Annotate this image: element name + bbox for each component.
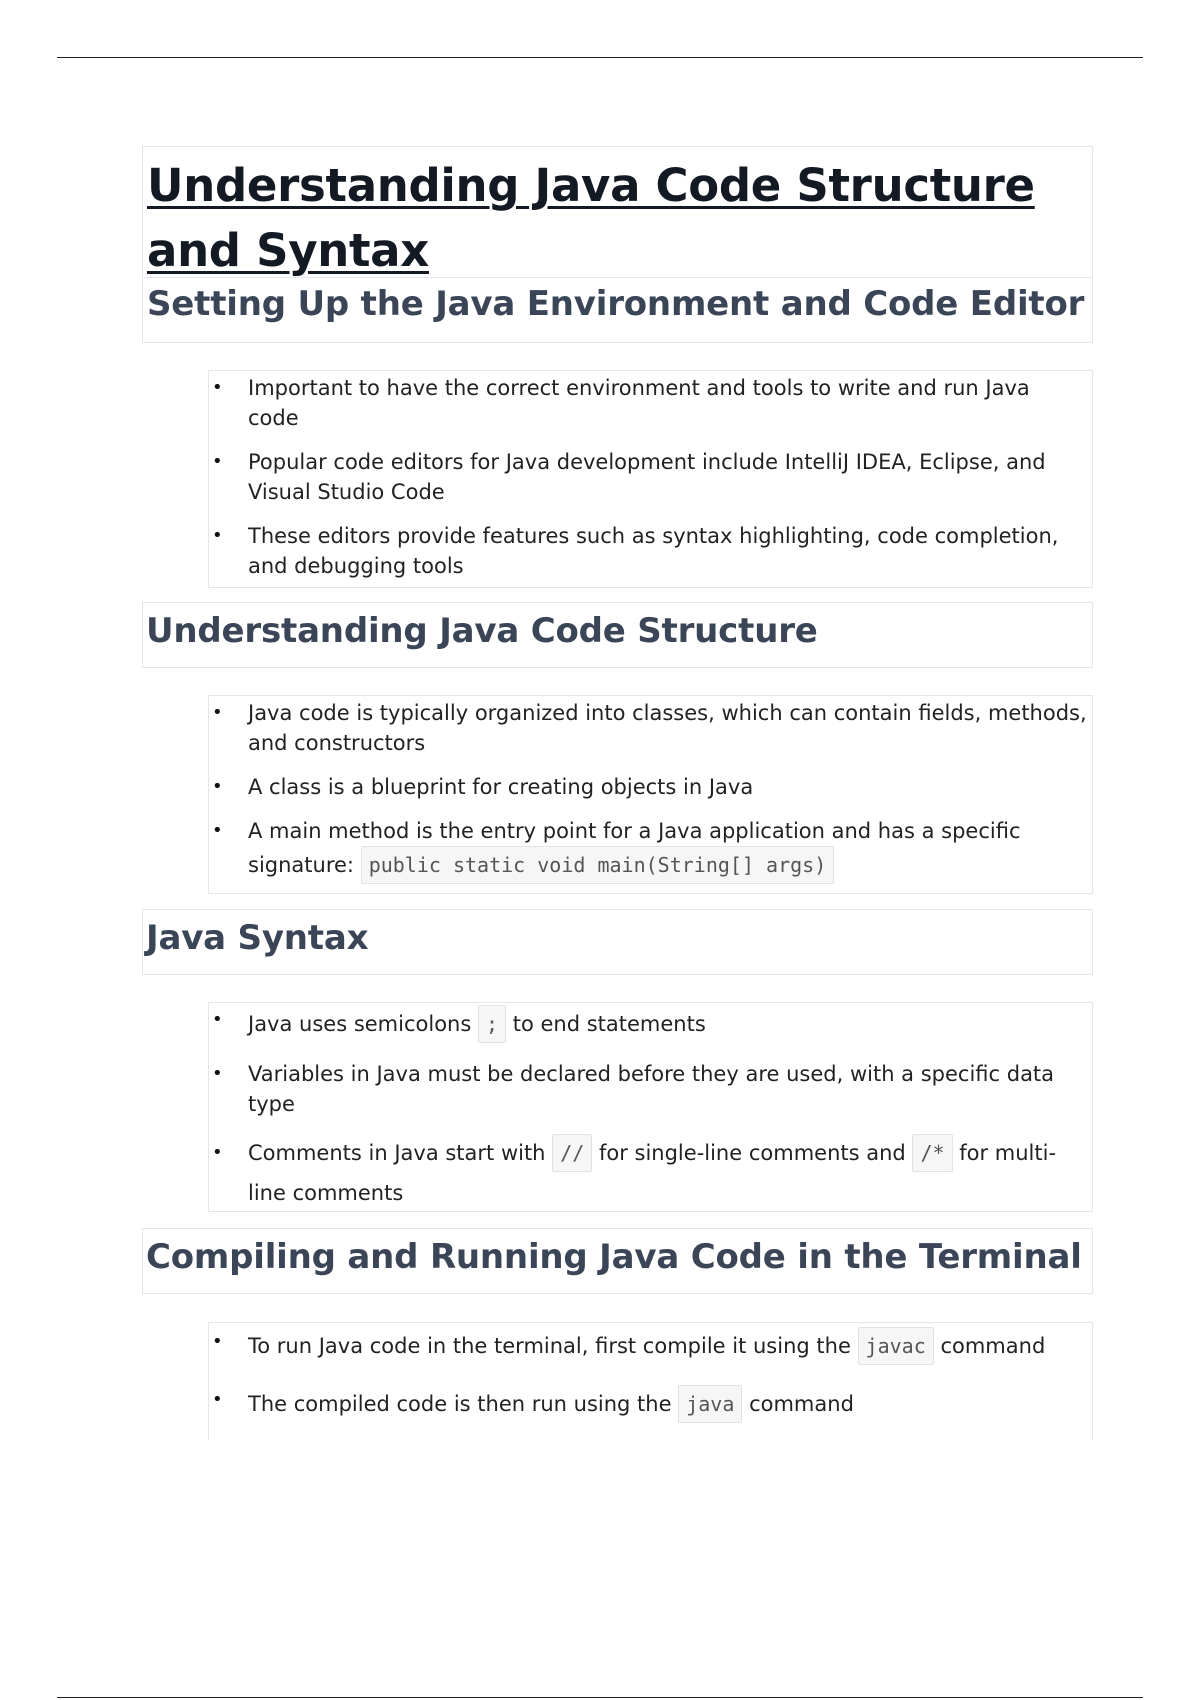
inline-code-javac: javac: [858, 1327, 934, 1365]
bullet-text: To run Java code in the terminal, first compile it using the: [248, 1334, 851, 1358]
list-item: • A class is a blueprint for creating objects in Java: [209, 772, 1092, 802]
bullet-text: for single-line comments and: [598, 1141, 906, 1165]
section-list-structure: [208, 695, 1093, 894]
bullet-text: command: [749, 1392, 854, 1416]
bullet-text: to end statements: [512, 1012, 706, 1036]
section-list-environment: [208, 370, 1093, 588]
section-heading-box-syntax: [142, 909, 1093, 975]
list-item: [209, 1133, 1092, 1213]
list-item: • Java code is typically organized into classes, which can contain fields, methods, and constructors: [209, 698, 1092, 758]
inline-code-semicolon: ;: [478, 1005, 506, 1043]
bullet-list: [209, 696, 1092, 884]
bullet-list: [209, 371, 1084, 581]
list-item: • These editors provide features such as syntax highlighting, code completion, and debugging tools: [209, 521, 1084, 581]
section-list-syntax: [208, 1002, 1093, 1212]
top-rule: [57, 57, 1143, 58]
bullet-text: A main method is the entry point for a Java application and has a specific signature:: [248, 819, 1021, 877]
bullet-text: Java uses semicolons: [248, 1012, 472, 1036]
section-list-terminal: [208, 1322, 1093, 1440]
inline-code-multi-line-comment: /*: [912, 1134, 952, 1172]
section-heading-environment: Setting Up the Java Environment and Code Editor: [147, 284, 1085, 324]
section-heading-box-structure: [142, 602, 1093, 668]
list-item: [209, 1005, 1092, 1043]
bottom-rule: [57, 1697, 1143, 1698]
list-item: • Variables in Java must be declared before they are used, with a specific data type: [209, 1059, 1092, 1119]
title-cell: [143, 147, 1092, 278]
list-item: • Popular code editors for Java development include IntelliJ IDEA, Eclipse, and Visual Studio Code: [209, 447, 1084, 507]
bullet-text: Comments in Java start with: [248, 1141, 546, 1165]
bullet-list: [209, 1323, 1092, 1423]
list-item: [209, 1327, 1092, 1365]
bullet-text: for multi-line comments: [248, 1141, 1057, 1205]
section-heading-syntax: Java Syntax: [146, 918, 369, 958]
bullet-list: [209, 1003, 1092, 1213]
title-block: [142, 146, 1093, 343]
section-heading-structure: Understanding Java Code Structure: [146, 611, 818, 651]
inline-code-main-signature: public static void main(String[] args): [361, 846, 835, 884]
inline-code-java: java: [678, 1385, 742, 1423]
list-item: [209, 816, 1092, 884]
list-item: [209, 1385, 1092, 1423]
bullet-text: command: [940, 1334, 1046, 1358]
bullet-text: The compiled code is then run using the: [248, 1392, 672, 1416]
inline-code-single-line-comment: //: [552, 1134, 592, 1172]
section-heading-box-terminal: [142, 1228, 1093, 1294]
list-item: • Important to have the correct environment and tools to write and run Java code: [209, 373, 1084, 433]
document-title: Understanding Java Code Structure and Syntax: [147, 159, 1035, 277]
section-heading-terminal: Compiling and Running Java Code in the Terminal: [146, 1237, 1082, 1277]
